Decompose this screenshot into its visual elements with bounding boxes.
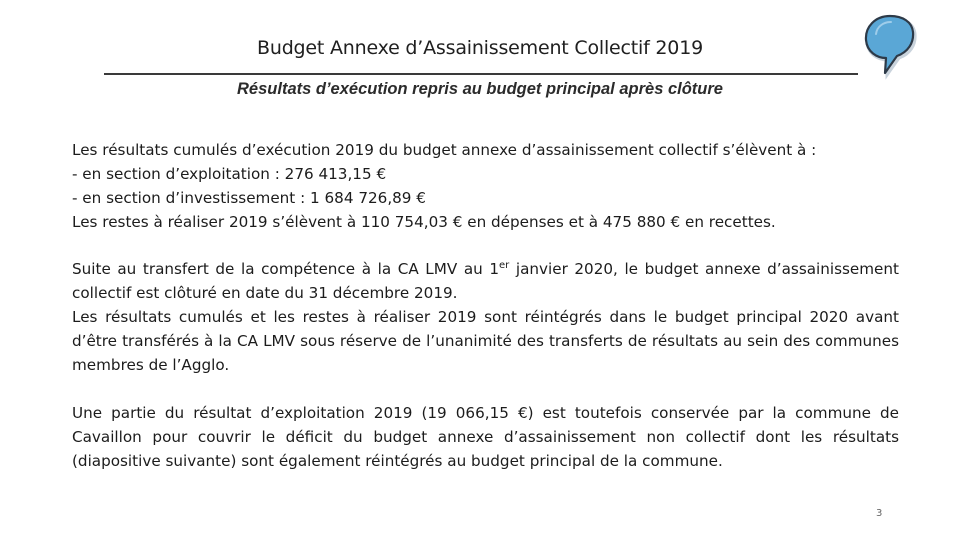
page-number: 3 xyxy=(876,508,883,519)
ordinal-superscript: er xyxy=(499,260,510,271)
logo-bubble xyxy=(866,16,913,73)
slide-title: Budget Annexe d’Assainissement Collectif 2019 xyxy=(257,37,703,59)
transfer-paragraph xyxy=(72,257,899,305)
section-results xyxy=(72,138,899,234)
section-cavaillon xyxy=(72,401,899,473)
results-exploitation: - en section d’exploitation : 276 413,15 € xyxy=(72,165,387,183)
speech-bubble-logo-icon xyxy=(860,12,922,82)
restes-a-realiser: Les restes à réaliser 2019 s’élèvent à 110 754,03 € en dépenses et à 475 880 € en recettes. xyxy=(72,213,776,231)
results-investissement: - en section d’investissement : 1 684 726,89 € xyxy=(72,189,426,207)
section-transfer xyxy=(72,257,899,377)
transfer-text-start: Suite au transfert de la compétence à la CA LMV au 1 xyxy=(72,260,500,278)
slide-subtitle: Résultats d’exécution repris au budget principal après clôture xyxy=(237,80,723,98)
transfer-text-end: janvier 2020, le budget annexe d’assainissement collectif est clôturé en date du 31 décembre 2019. xyxy=(72,260,899,302)
results-intro: Les résultats cumulés d’exécution 2019 du budget annexe d’assainissement collectif s’élèvent à : xyxy=(72,141,817,159)
cavaillon-paragraph: Une partie du résultat d’exploitation 2019 (19 066,15 €) est toutefois conservée par la commune de Cavaillon pour couvrir le déficit du budget annexe d’assainissement non collectif dont les résultats (diapositive suivante) sont également réintégrés au budget principal de la commune. xyxy=(72,404,899,470)
title-divider xyxy=(104,73,858,75)
reintegration-paragraph: Les résultats cumulés et les restes à réaliser 2019 sont réintégrés dans le budget principal 2020 avant d’être transférés à la CA LMV sous réserve de l’unanimité des transferts de résultats au sein des communes membres de l’Agglo. xyxy=(72,308,899,374)
